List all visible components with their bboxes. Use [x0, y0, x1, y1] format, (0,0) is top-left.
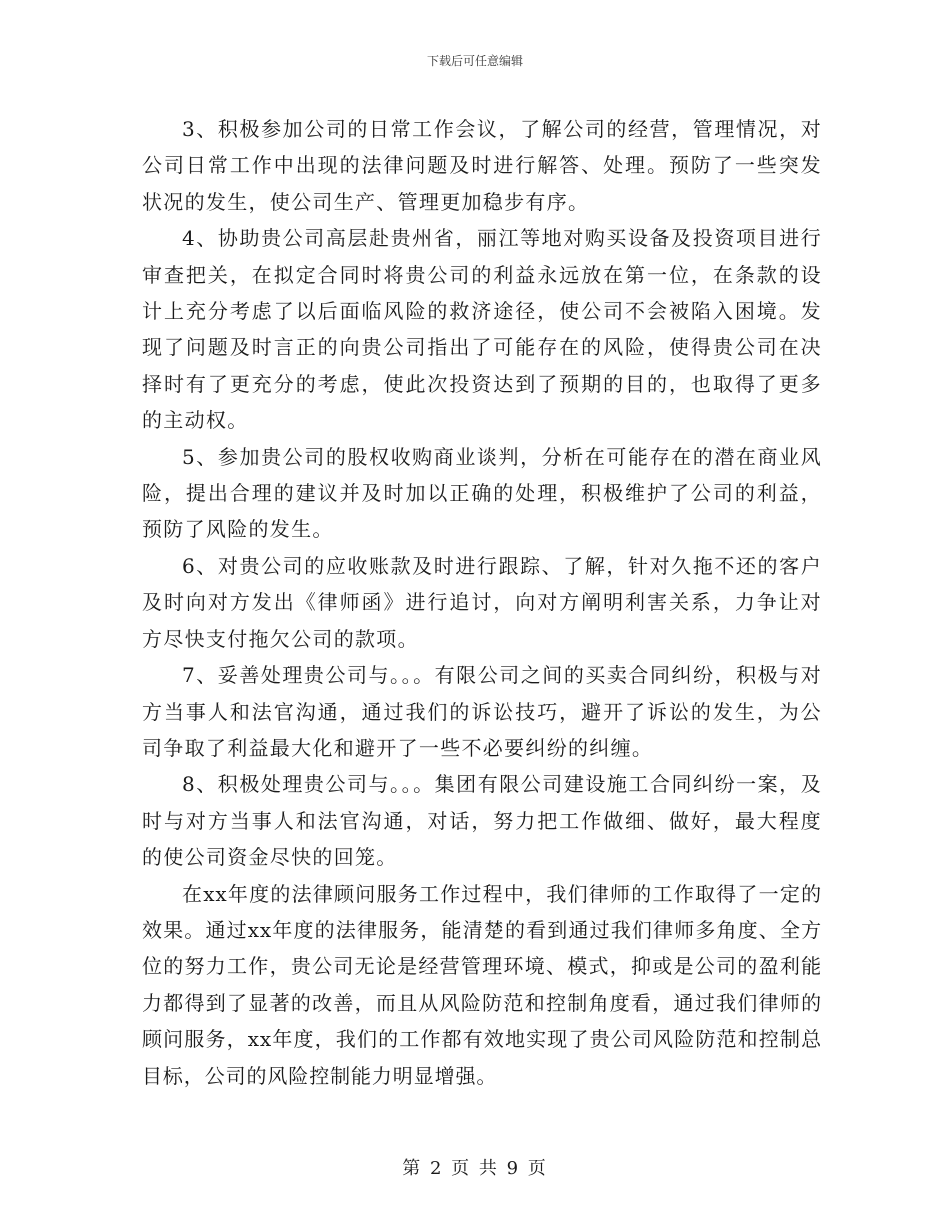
paragraph-item-4: 4、协助贵公司高层赴贵州省，丽江等地对购买设备及投资项目进行审查把关，在拟定合同时将贵公司的利益永远放在第一位，在条款的设计上充分考虑了以后面临风险的救济途径，使公司不会被陷入困境。发现了问题及时言正的向贵公司指出了可能存在的风险，使得贵公司在决择时有了更充分的考虑，使此次投资达到了预期的目的，也取得了更多的主动权。: [142, 226, 822, 433]
summary-paragraph: 在xx年度的法律顾问服务工作过程中，我们律师的工作取得了一定的效果。通过xx年度的法律服务，能清楚的看到通过我们律师多角度、全方位的努力工作，贵公司无论是经营管理环境、模式，抑或是公司的盈利能力都得到了显著的改善，而且从风险防范和控制角度看，通过我们律师的顾问服务，xx年度，我们的工作都有效地实现了贵公司风险防范和控制总目标，公司的风险控制能力明显增强。: [142, 881, 822, 1088]
paragraph-item-7: 7、妥善处理贵公司与。。。有限公司之间的买卖合同纠纷，积极与对方当事人和法官沟通，通过我们的诉讼技巧，避开了诉讼的发生，为公司争取了利益最大化和避开了一些不必要纠纷的纠缠。: [142, 663, 822, 760]
paragraph-item-5: 5、参加贵公司的股权收购商业谈判，分析在可能存在的潜在商业风险，提出合理的建议并及时加以正确的处理，积极维护了公司的利益，预防了风险的发生。: [142, 444, 822, 542]
paragraph-item-6: 6、对贵公司的应收账款及时进行跟踪、了解，针对久拖不还的客户及时向对方发出《律师函》进行追讨，向对方阐明利害关系，力争让对方尽快支付拖欠公司的款项。: [142, 553, 822, 651]
page-header: 下载后可任意编辑: [426, 54, 523, 68]
paragraph-item-3: 3、积极参加公司的日常工作会议，了解公司的经营，管理情况，对公司日常工作中出现的法律问题及时进行解答、处理。预防了一些突发状况的发生，使公司生产、管理更加稳步有序。: [142, 117, 822, 214]
paragraph-item-8: 8、积极处理贵公司与。。。集团有限公司建设施工合同纠纷一案，及时与对方当事人和法官沟通，对话，努力把工作做细、做好，最大程度的使公司资金尽快的回笼。: [142, 772, 822, 870]
document-body: [142, 111, 822, 1094]
page-number-footer: 第 2 页 共 9 页: [402, 1158, 548, 1179]
